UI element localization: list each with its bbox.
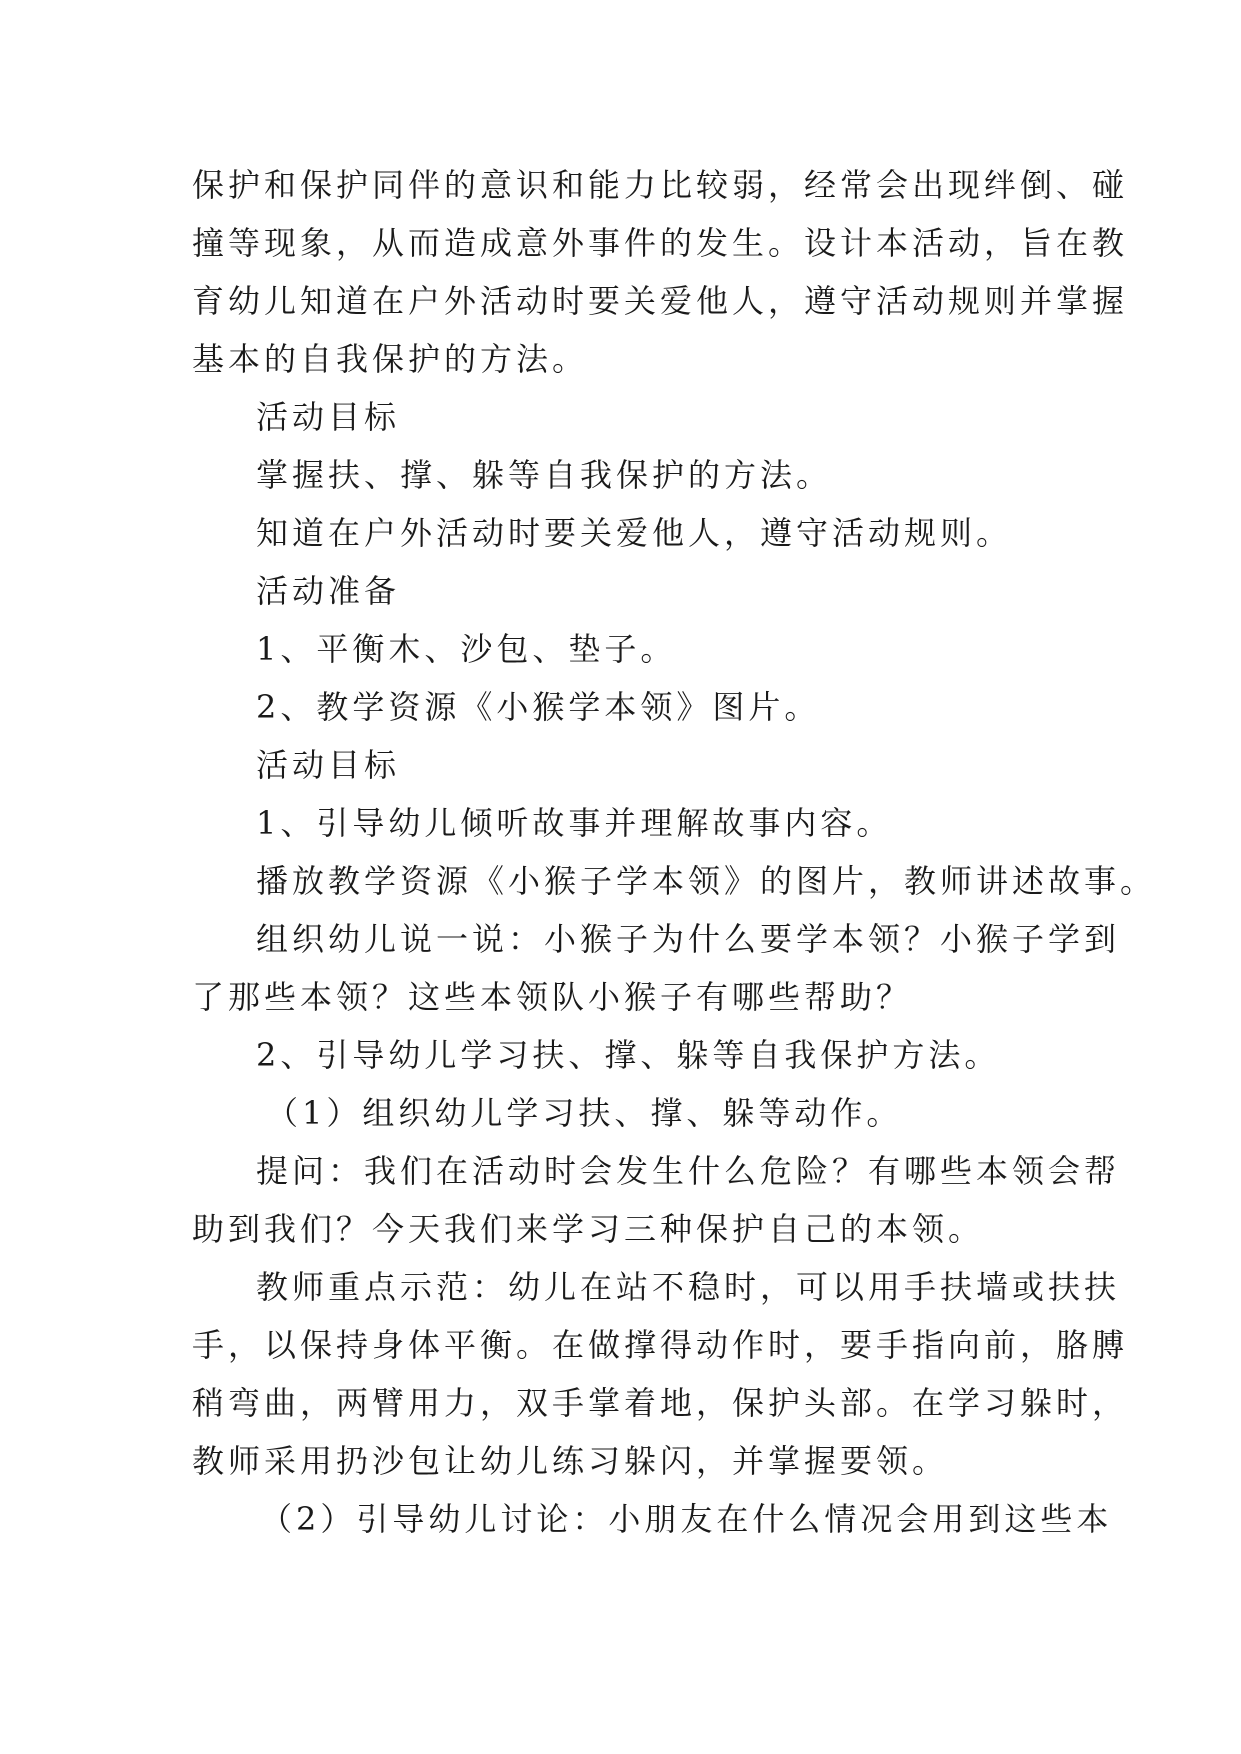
- paragraph-line: 了那些本领？这些本领队小猴子有哪些帮助？: [192, 978, 913, 1016]
- paragraph-line: 育幼儿知道在户外活动时要关爱他人，遵守活动规则并掌握: [192, 282, 1129, 320]
- paragraph-line: 提问：我们在活动时会发生什么危险？有哪些本领会帮: [256, 1152, 1121, 1190]
- section-heading: 活动目标: [256, 398, 401, 436]
- paragraph-line: 基本的自我保护的方法。: [192, 340, 589, 378]
- sub-list-item: （1）组织幼儿学习扶、撑、躲等动作。: [266, 1094, 903, 1132]
- section-heading: 活动准备: [256, 572, 401, 610]
- paragraph-line: 播放教学资源《小猴子学本领》的图片，教师讲述故事。: [256, 862, 1157, 900]
- sub-list-item: （2）引导幼儿讨论：小朋友在什么情况会用到这些本: [260, 1500, 1113, 1538]
- list-item: 2、教学资源《小猴学本领》图片。: [256, 688, 821, 726]
- paragraph-line: 手，以保持身体平衡。在做撑得动作时，要手指向前，胳膊: [192, 1326, 1129, 1364]
- paragraph-line: 组织幼儿说一说：小猴子为什么要学本领？小猴子学到: [256, 920, 1121, 958]
- paragraph-line: 稍弯曲，两臂用力，双手掌着地，保护头部。在学习躲时，: [192, 1384, 1129, 1422]
- paragraph-line: 教师采用扔沙包让幼儿练习躲闪，并掌握要领。: [192, 1442, 949, 1480]
- paragraph-line: 掌握扶、撑、躲等自我保护的方法。: [256, 456, 833, 494]
- paragraph-line: 教师重点示范：幼儿在站不稳时，可以用手扶墙或扶扶: [256, 1268, 1121, 1306]
- document-body: [192, 156, 1157, 1548]
- list-item: 1、引导幼儿倾听故事并理解故事内容。: [256, 804, 893, 842]
- paragraph-line: 知道在户外活动时要关爱他人，遵守活动规则。: [256, 514, 1013, 552]
- paragraph-line: 保护和保护同伴的意识和能力比较弱，经常会出现绊倒、碰: [192, 166, 1129, 204]
- paragraph-line: 助到我们？今天我们来学习三种保护自己的本领。: [192, 1210, 985, 1248]
- list-item: 1、平衡木、沙包、垫子。: [256, 630, 677, 668]
- paragraph-line: 撞等现象，从而造成意外事件的发生。设计本活动，旨在教: [192, 224, 1129, 262]
- section-heading: 活动目标: [256, 746, 401, 784]
- list-item: 2、引导幼儿学习扶、撑、躲等自我保护方法。: [256, 1036, 1001, 1074]
